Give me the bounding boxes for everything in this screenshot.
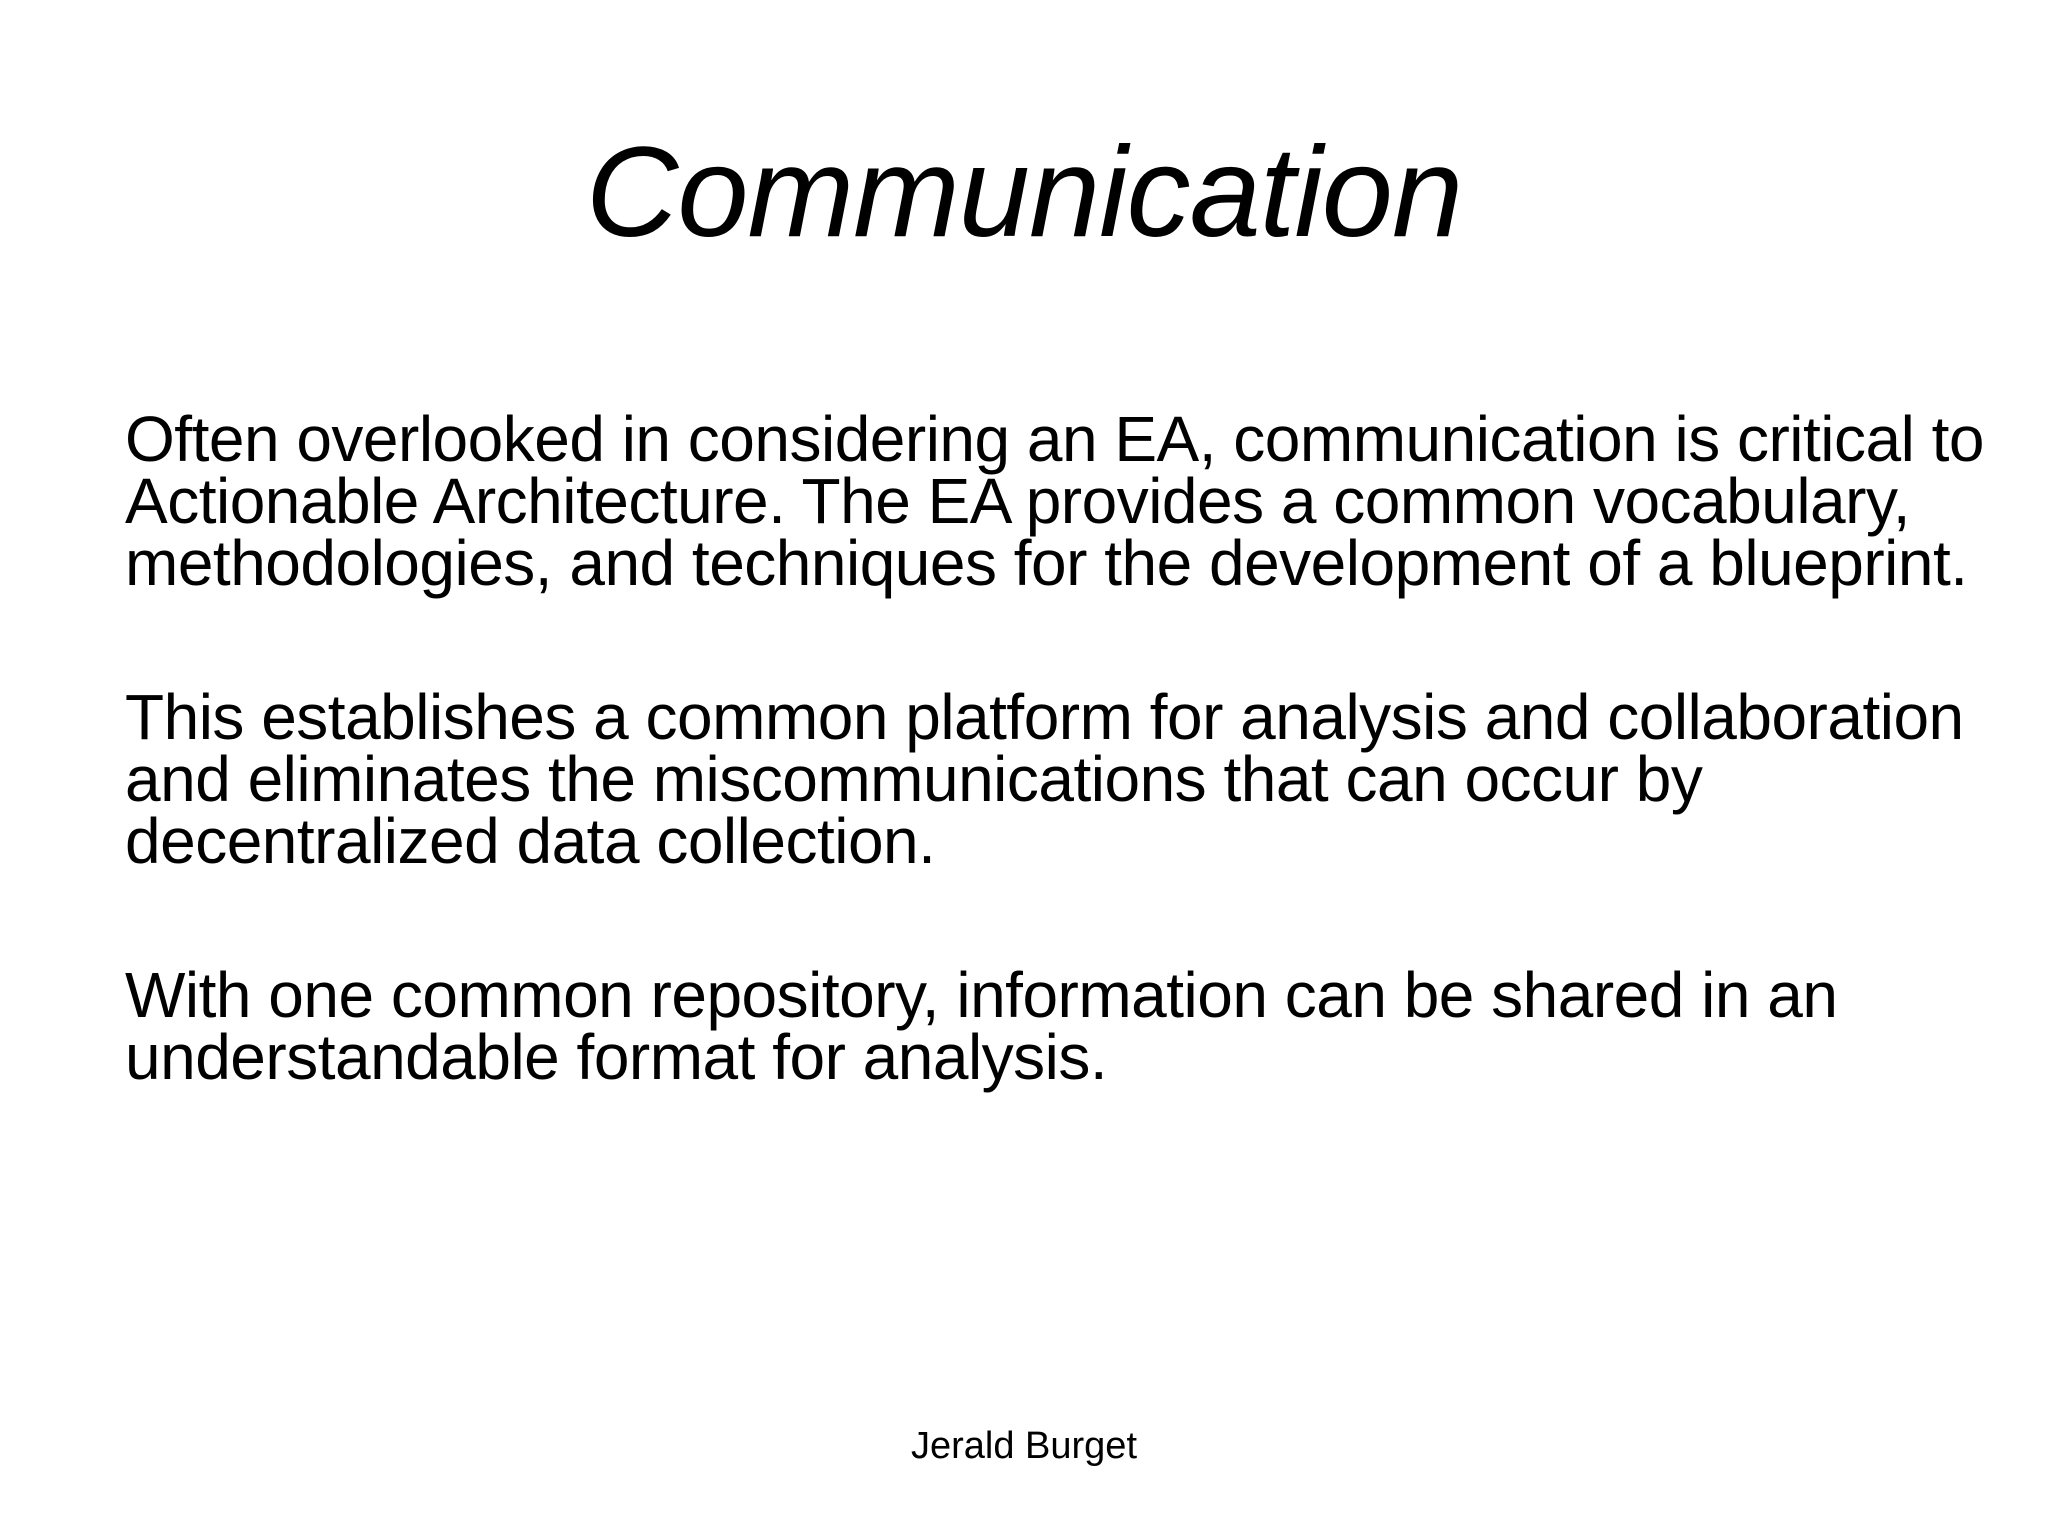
paragraph-common-platform: This establishes a common platform for analysis and collaboration and eliminates the miscommunications that can occur by decentralized data collection. — [125, 681, 1964, 877]
slide-body — [125, 403, 1985, 1093]
paragraph-communication-importance: Often overlooked in considering an EA, communication is critical to Actionable Architecture. The EA provides a common vocabulary, methodologies, and techniques for the development of a blueprint. — [125, 403, 1984, 599]
slide-title: Communication — [585, 121, 1463, 264]
paragraph-common-repository: With one common repository, information can be shared in an understandable format for analysis. — [125, 959, 1838, 1093]
slide-footer-author: Jerald Burget — [910, 1425, 1137, 1467]
